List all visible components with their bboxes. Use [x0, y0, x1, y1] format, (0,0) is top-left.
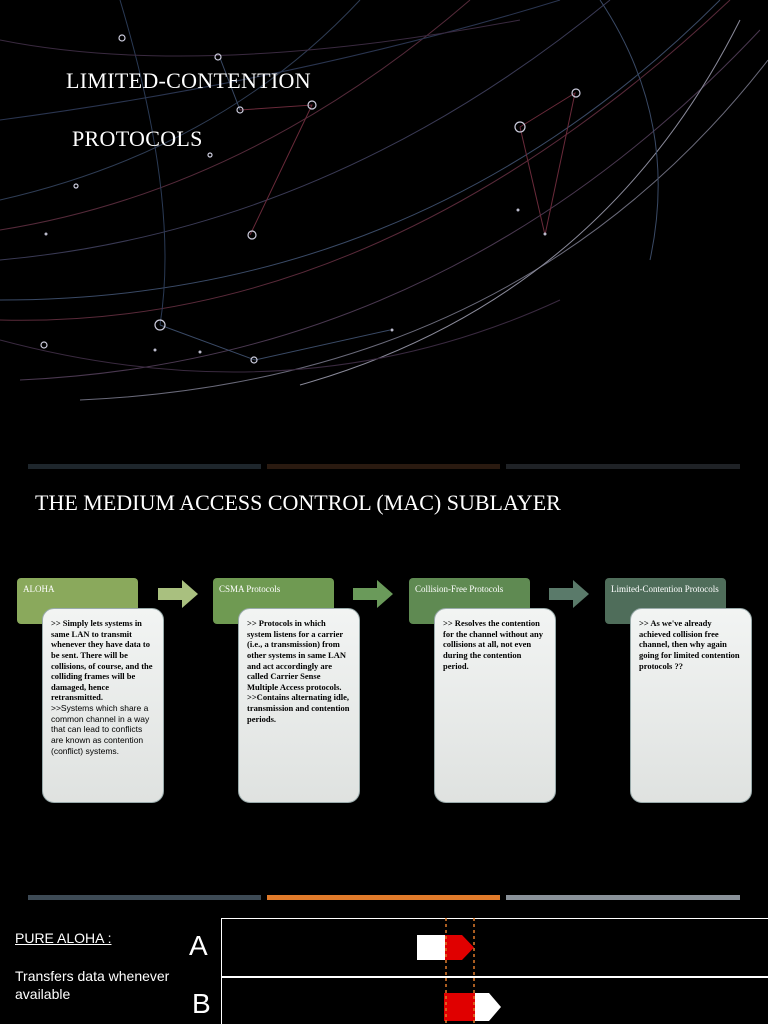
step-limited-contention-text: >> As we've already achieved collision free channel, then why again going for limited contention protocols ??	[639, 618, 740, 671]
step-collision-free-text: >> Resolves the contention for the channel without any collisions at all, not even during the contention period.	[443, 618, 543, 671]
divider-orange	[267, 895, 500, 900]
step-csma-text-bold: >> Protocols in which system listens for a carrier (i.e., a transmission) from other systems in same LAN and act accordingly are called Carrier Sense Multiple Access protocols.	[247, 618, 347, 692]
step-collision-free-label: Collision-Free Protocols	[409, 578, 530, 624]
arrow-right-icon	[158, 580, 198, 608]
station-b-label: B	[192, 988, 211, 1019]
step-aloha-text-plain: >>Systems which share a common channel in a way that can lead to conflicts are known as contention (conflict) systems.	[51, 703, 150, 756]
network-globe-graphic	[0, 0, 768, 440]
step-limited-contention-card	[630, 608, 752, 803]
frame-collision-graphic	[410, 918, 510, 1024]
divider-grey	[506, 895, 740, 900]
slide-title-line-2: PROTOCOLS	[72, 126, 203, 151]
title-slide	[0, 0, 768, 440]
step-csma-text-bold-2: >>Contains alternating idle, transmission and contention periods.	[247, 692, 350, 724]
step-aloha-text-bold: >> Simply lets systems in same LAN to transmit whenever they have data to be sent. There will be collisions, of course, and the colliding frames will be damaged, hence retransmitted.	[51, 618, 153, 703]
divider-grey	[506, 464, 740, 469]
step-collision-free-card	[434, 608, 556, 803]
divider-dark	[28, 464, 261, 469]
slide-title-line-1: LIMITED-CONTENTION	[66, 68, 311, 93]
step-csma-card	[238, 608, 360, 803]
pure-aloha-heading: PURE ALOHA :	[15, 930, 112, 946]
arrow-right-icon	[353, 580, 393, 608]
arrow-right-icon	[549, 580, 589, 608]
slide-title: THE MEDIUM ACCESS CONTROL (MAC) SUBLAYER	[35, 490, 561, 515]
step-csma-label: CSMA Protocols	[213, 578, 334, 624]
pure-aloha-description: Transfers data whenever available	[15, 968, 170, 1003]
divider-brown	[267, 464, 500, 469]
divider-dark	[28, 895, 261, 900]
step-limited-contention-label: Limited-Contention Protocols	[605, 578, 726, 624]
station-a-label: A	[189, 930, 208, 961]
step-aloha-label: ALOHA	[17, 578, 138, 624]
step-aloha-card	[42, 608, 164, 803]
